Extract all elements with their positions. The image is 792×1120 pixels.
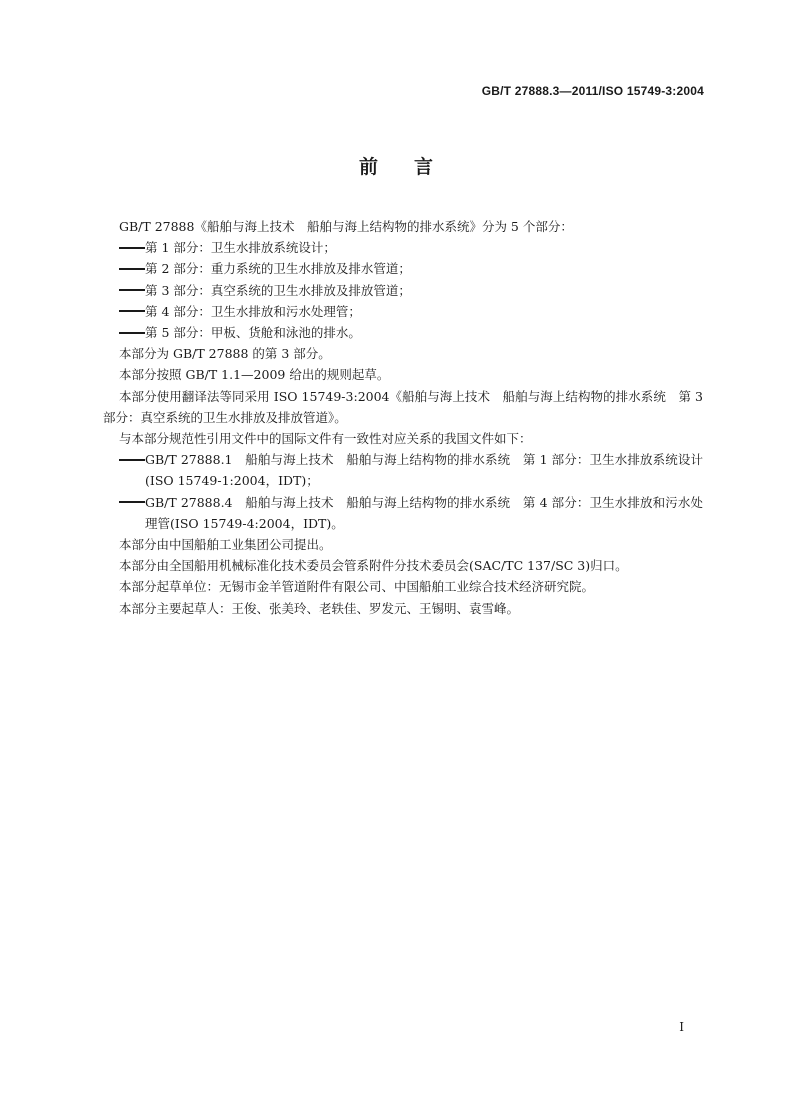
part-1-text: 第 1 部分：卫生水排放系统设计； [145,240,336,256]
intro-paragraph: GB/T 27888《船舶与海上技术 船舶与海上结构物的排水系统》分为 5 个部分： [119,219,573,234]
standard-code-header: GB/T 27888.3—2011/ISO 15749-3:2004 [481,84,704,98]
part-4-text: 第 4 部分：卫生水排放和污水处理管； [145,303,361,319]
correspondence-list-item [103,492,703,534]
em-dash-mark [119,501,145,503]
part-list-item [103,258,703,279]
em-dash-mark [119,268,145,270]
page-title: 前言 [358,156,469,178]
is-part-paragraph: 本部分为 GB/T 27888 的第 3 部分。 [119,346,331,362]
em-dash-mark [119,289,145,291]
proposed-by-paragraph: 本部分由中国船舶工业集团公司提出。 [119,537,332,553]
drafting-rule-paragraph: 本部分按照 GB/T 1.1—2009 给出的规则起草。 [119,367,390,383]
managed-by-paragraph: 本部分由全国船用机械标准化技术委员会管系附件分技术委员会(SAC/TC 137/SC 3)归口。 [119,558,628,574]
em-dash-mark [119,310,145,312]
page-number: I [679,1020,684,1034]
translation-paragraph: 本部分使用翻译法等同采用 ISO 15749-3:2004《船舶与海上技术 船舶与海上结构物的排水系统 第 3 部分：真空系统的卫生水排放及排放管道》。 [103,388,703,425]
em-dash-mark [119,247,145,249]
drafters-paragraph: 本部分主要起草人：王俊、张美玲、老轶佳、罗发元、王锡明、袁雪峰。 [119,600,520,616]
part-list-item [103,280,703,301]
correspondence-list-item [103,449,703,491]
part-3-text: 第 3 部分：真空系统的卫生水排放及排放管道； [145,282,411,298]
em-dash-mark [119,332,145,334]
part-list-item [103,237,703,258]
correspondence-intro-paragraph: 与本部分规范性引用文件中的国际文件有一致性对应关系的我国文件如下： [119,431,532,447]
em-dash-mark [119,459,145,461]
correspondence-1-text: GB/T 27888.1 船舶与海上技术 船舶与海上结构物的排水系统 第 1 部分：卫生水排放系统设计(ISO 15749-1:2004，IDT)； [145,452,703,489]
foreword-body [103,216,703,619]
part-2-text: 第 2 部分：重力系统的卫生水排放及排水管道； [145,261,411,277]
part-list-item [103,322,703,343]
part-list-item [103,301,703,322]
part-5-text: 第 5 部分：甲板、货舱和泳池的排水。 [145,325,361,341]
drafting-units-paragraph: 本部分起草单位：无锡市金羊管道附件有限公司、中国船舶工业综合技术经济研究院。 [119,579,595,595]
correspondence-2-text: GB/T 27888.4 船舶与海上技术 船舶与海上结构物的排水系统 第 4 部分：卫生水排放和污水处理管(ISO 15749-4:2004，IDT)。 [145,494,703,531]
